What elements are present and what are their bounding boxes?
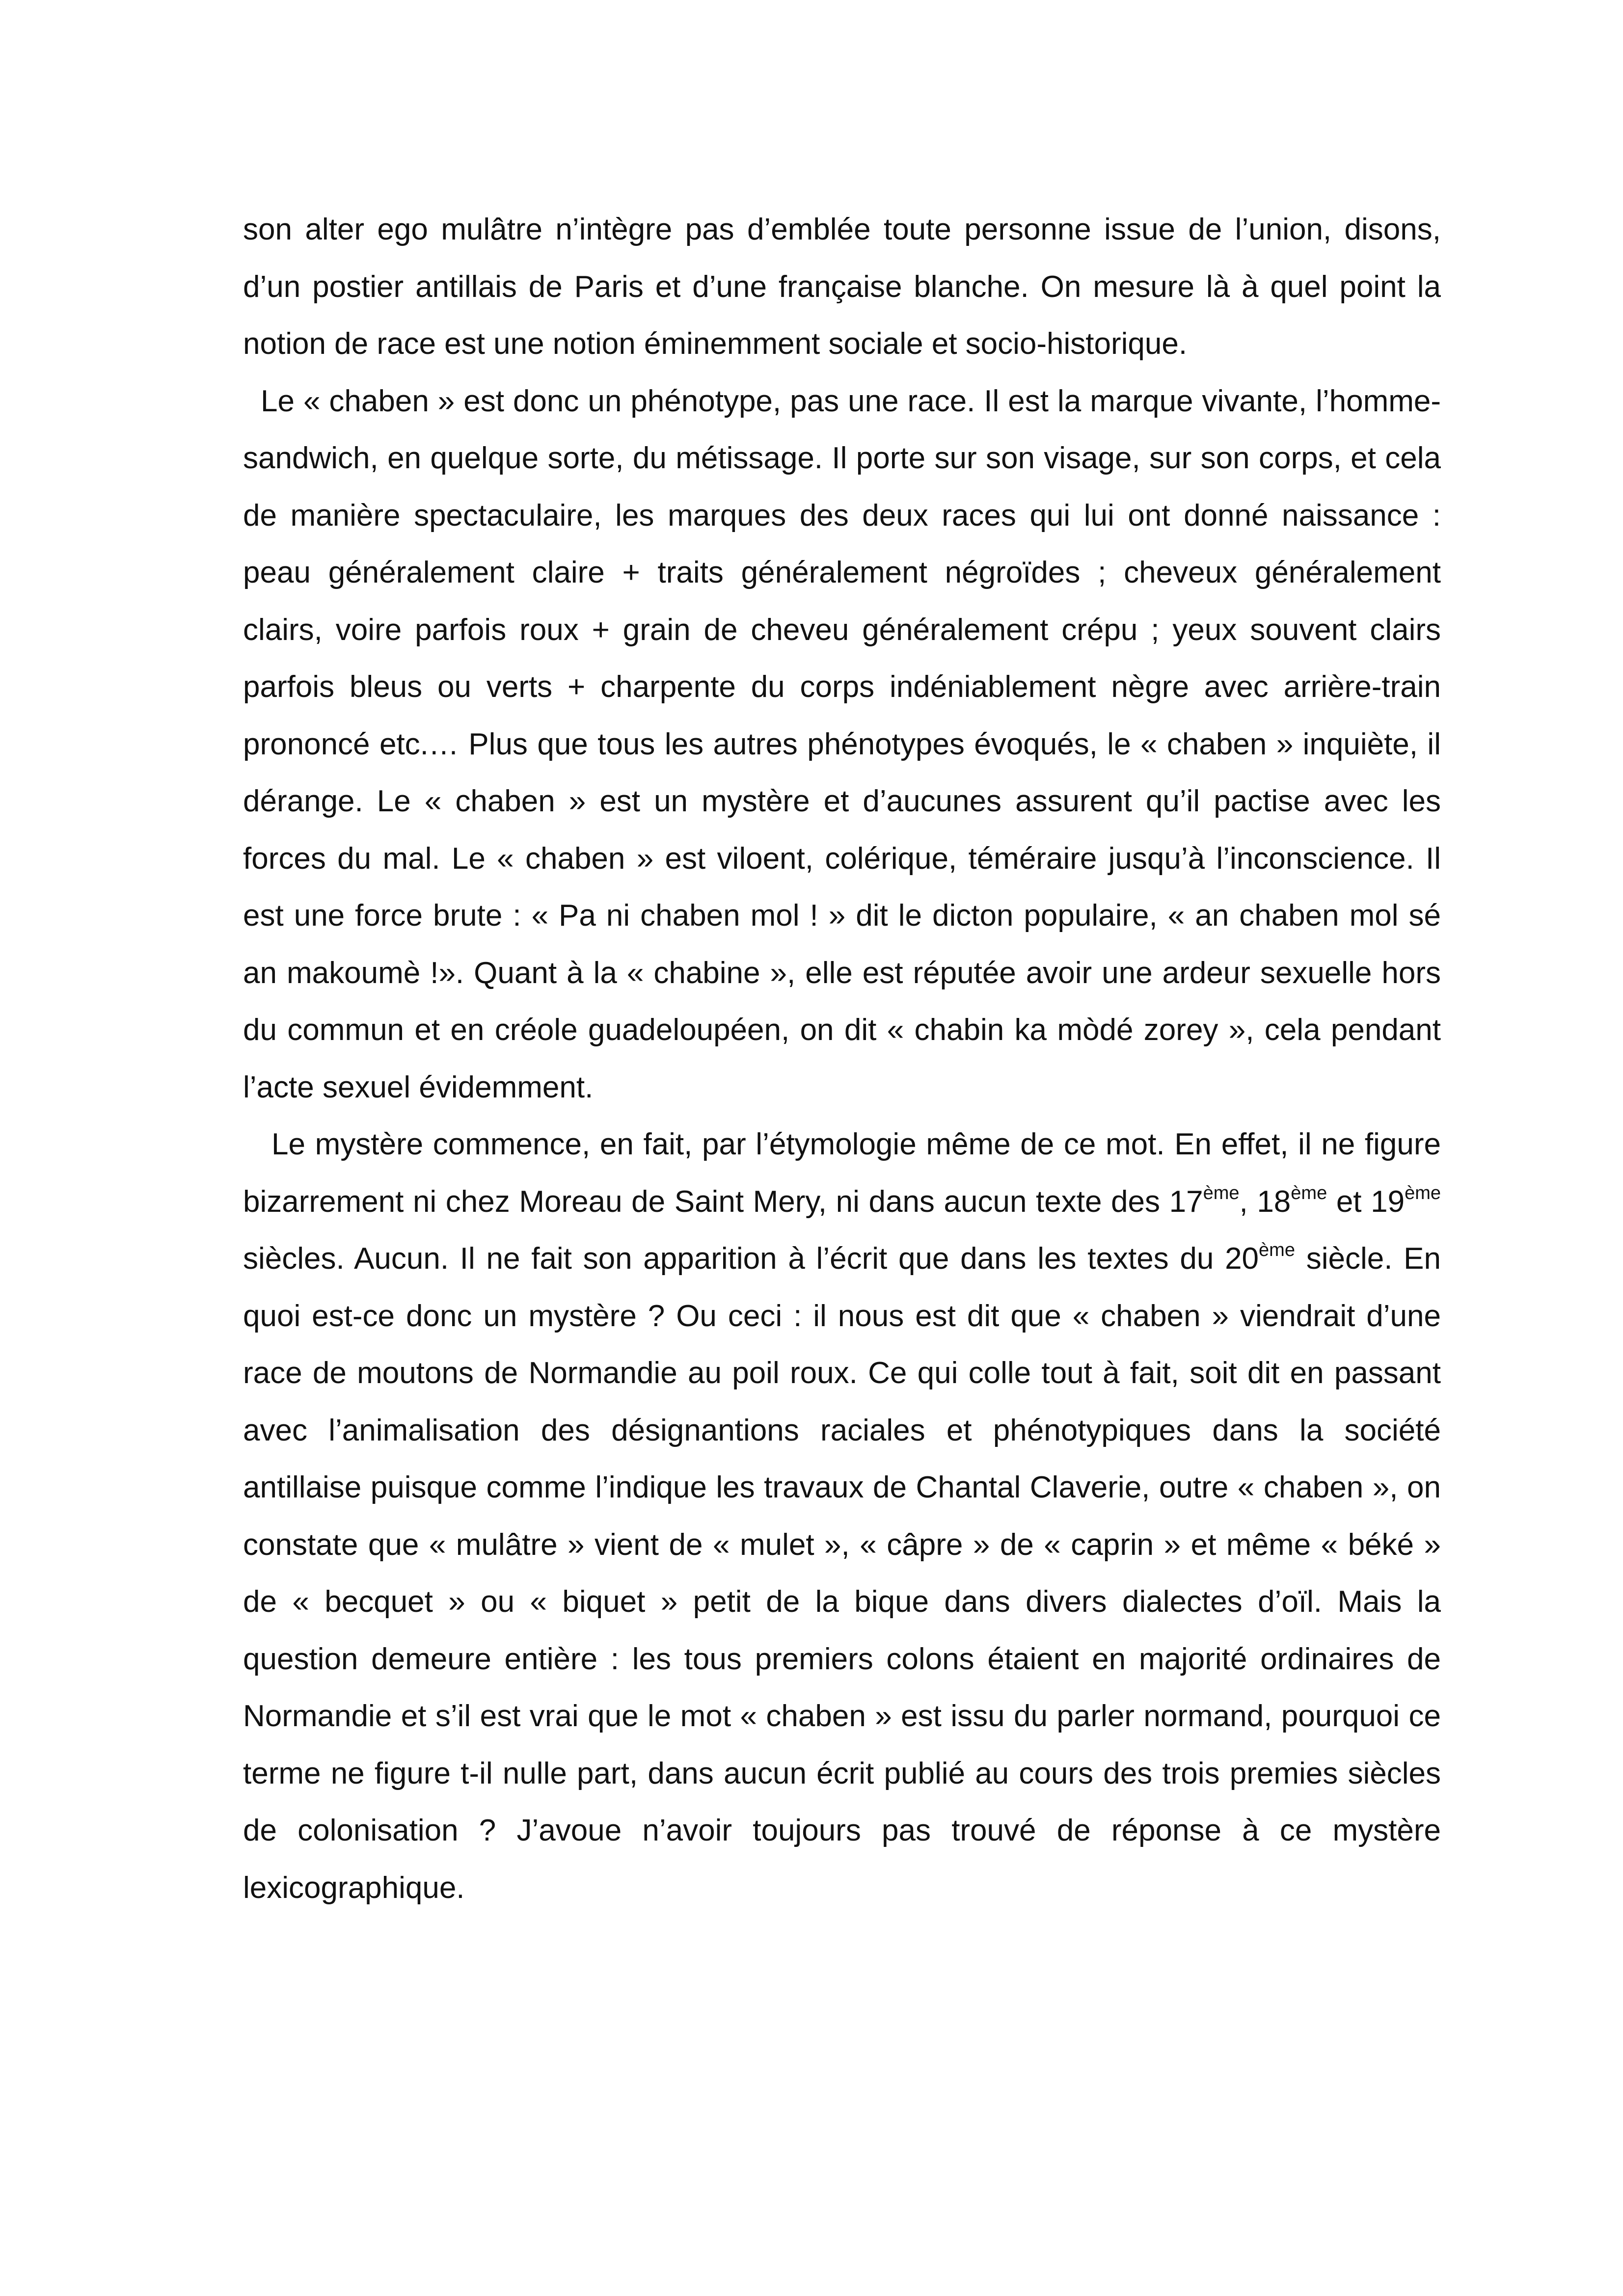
ordinal-superscript: ème (1405, 1182, 1441, 1203)
paragraph-text: siècles. Aucun. Il ne fait son apparition à l’écrit que dans les textes du 20 (243, 1242, 1259, 1276)
paragraph-text: Le « chaben » est donc un phénotype, pas une race. Il est la marque vivante, l’homme-sandwich, en quelque sorte, du métissage. Il porte sur son visage, sur son corps, et cela de manière spectaculaire, les marques des deux races qui lui ont donné naissance : peau généralement claire + traits généralement négroïdes ; cheveux généralement clairs, voire parfois roux + grain de cheveu généralement crépu ; yeux souvent clairs parfois bleus ou verts + charpente du corps indéniablement nègre avec arrière-train prononcé etc.… Plus que tous les autres phénotypes évoqués, le « chaben » inquiète, il dérange. Le « chaben » est un mystère et d’aucunes assurent qu’il pactise avec les forces du mal. Le « chaben » est viloent, colérique, téméraire jusqu’à l’inconscience. Il est une force brute : « Pa ni chaben mol ! » dit le dicton populaire, « an chaben mol sé an makoumè !». Quant à la « chabine », elle est réputée avoir une ardeur sexuelle hors du commun et en créole guadeloupéen, on dit « chabin ka mòdé zorey », cela pendant l’acte sexuel évidemment. (243, 384, 1441, 1104)
ordinal-superscript: ème (1291, 1182, 1327, 1203)
paragraph-3 (243, 1116, 1441, 1917)
paragraph-text: , 18 (1239, 1184, 1291, 1219)
paragraph-text: siècle. En quoi est-ce donc un mystère ? Ou ceci : il nous est dit que « chaben » viendrait d’une race de moutons de Normandie au poil roux. Ce qui colle tout à fait, soit dit en passant avec l’animalisation des désignantions raciales et phénotypiques dans la société antillaise puisque comme l’indique les travaux de Chantal Claverie, outre « chaben », on constate que « mulâtre » vient de « mulet », « câpre » de « caprin » et même « béké » de « becquet » ou « biquet » petit de la bique dans divers dialectes d’oïl. Mais la question demeure entière : les tous premiers colons étaient en majorité ordinaires de Normandie et s’il est vrai que le mot « chaben » est issu du parler normand, pourquoi ce terme ne figure t-il nulle part, dans aucun écrit publié au cours des trois premies siècles de colonisation ? J’avoue n’avoir toujours pas trouvé de réponse à ce mystère lexicographique. (243, 1242, 1441, 1905)
paragraph-1 (243, 201, 1441, 373)
ordinal-superscript: ème (1259, 1240, 1295, 1260)
paragraph-2 (243, 373, 1441, 1117)
paragraph-text: Le mystère commence, en fait, par l’étymologie même de ce mot. En effet, il ne figure bizarrement ni chez Moreau de Saint Mery, ni dans aucun texte des 17 (243, 1127, 1441, 1219)
document-body (243, 201, 1441, 1917)
paragraph-text: et 19 (1327, 1184, 1405, 1219)
paragraph-text: son alter ego mulâtre n’intègre pas d’emblée toute personne issue de l’union, disons, d’un postier antillais de Paris et d’une française blanche. On mesure là à quel point la notion de race est une notion éminemment sociale et socio-historique. (243, 213, 1441, 361)
ordinal-superscript: ème (1203, 1182, 1240, 1203)
